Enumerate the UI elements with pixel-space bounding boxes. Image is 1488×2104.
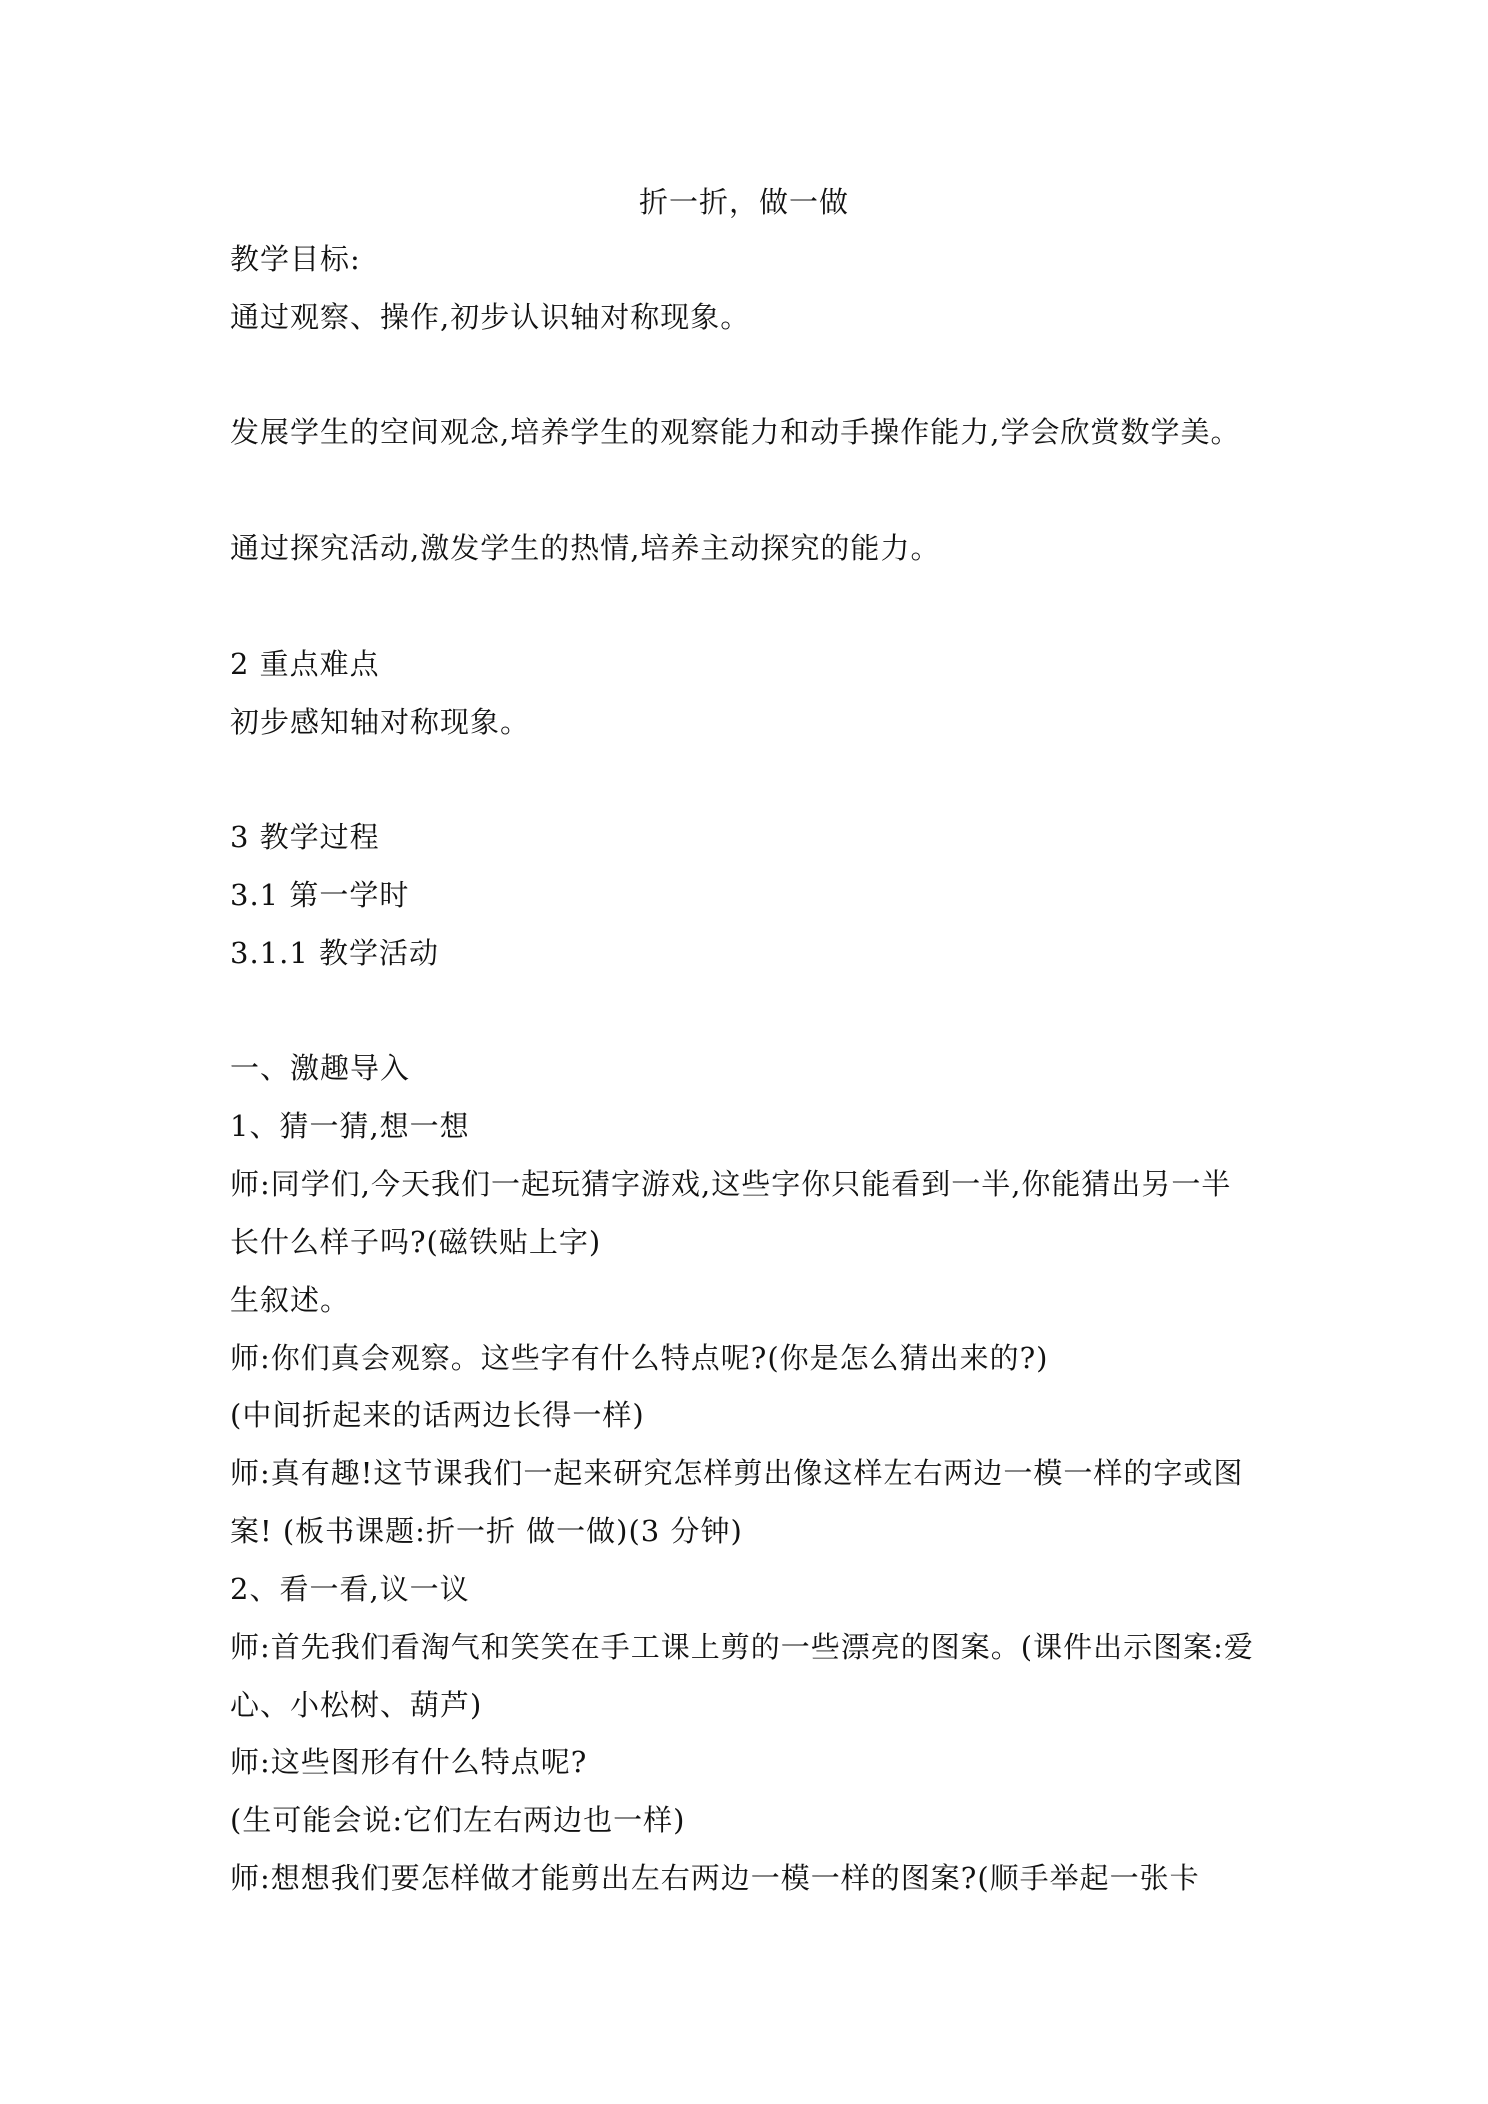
text-line: 心、小松树、葫芦) xyxy=(230,1688,483,1722)
text-line: 通过探究活动,激发学生的热情,培养主动探究的能力。 xyxy=(230,531,941,565)
section-heading: 3.1.1 教学活动 xyxy=(230,936,440,970)
section-heading: 3.1 第一学时 xyxy=(230,878,410,912)
text-line: 师:真有趣!这节课我们一起来研究怎样剪出像这样左右两边一模一样的字或图 xyxy=(230,1456,1244,1490)
text-line: 1、猜一猜,想一想 xyxy=(230,1109,470,1143)
text-line: 生叙述。 xyxy=(230,1283,351,1317)
text-line: 2、看一看,议一议 xyxy=(230,1572,470,1606)
text-line: 长什么样子吗?(磁铁贴上字) xyxy=(230,1225,602,1259)
text-line: 师:同学们,今天我们一起玩猜字游戏,这些字你只能看到一半,你能猜出另一半 xyxy=(230,1167,1232,1201)
text-line: 师:你们真会观察。这些字有什么特点呢?(你是怎么猜出来的?) xyxy=(230,1341,1049,1375)
section-heading: 2 重点难点 xyxy=(230,647,380,681)
text-line: (中间折起来的话两边长得一样) xyxy=(230,1398,645,1432)
text-line: 师:首先我们看淘气和笑笑在手工课上剪的一些漂亮的图案。(课件出示图案:爱 xyxy=(230,1630,1254,1664)
text-line: 教学目标: xyxy=(230,242,361,276)
section-heading: 一、激趣导入 xyxy=(230,1051,411,1085)
text-line: 初步感知轴对称现象。 xyxy=(230,705,531,739)
text-line: 发展学生的空间观念,培养学生的观察能力和动手操作能力,学会欣赏数学美。 xyxy=(230,415,1241,449)
document-title: 折一折，做一做 xyxy=(638,185,849,219)
section-heading: 3 教学过程 xyxy=(230,820,380,854)
text-line: (生可能会说:它们左右两边也一样) xyxy=(230,1803,686,1837)
text-line: 师:这些图形有什么特点呢? xyxy=(230,1745,588,1779)
text-line: 通过观察、操作,初步认识轴对称现象。 xyxy=(230,300,751,334)
text-line: 师:想想我们要怎样做才能剪出左右两边一模一样的图案?(顺手举起一张卡 xyxy=(230,1861,1200,1895)
text-line: 案! (板书课题:折一折 做一做)(3 分钟) xyxy=(230,1514,743,1548)
